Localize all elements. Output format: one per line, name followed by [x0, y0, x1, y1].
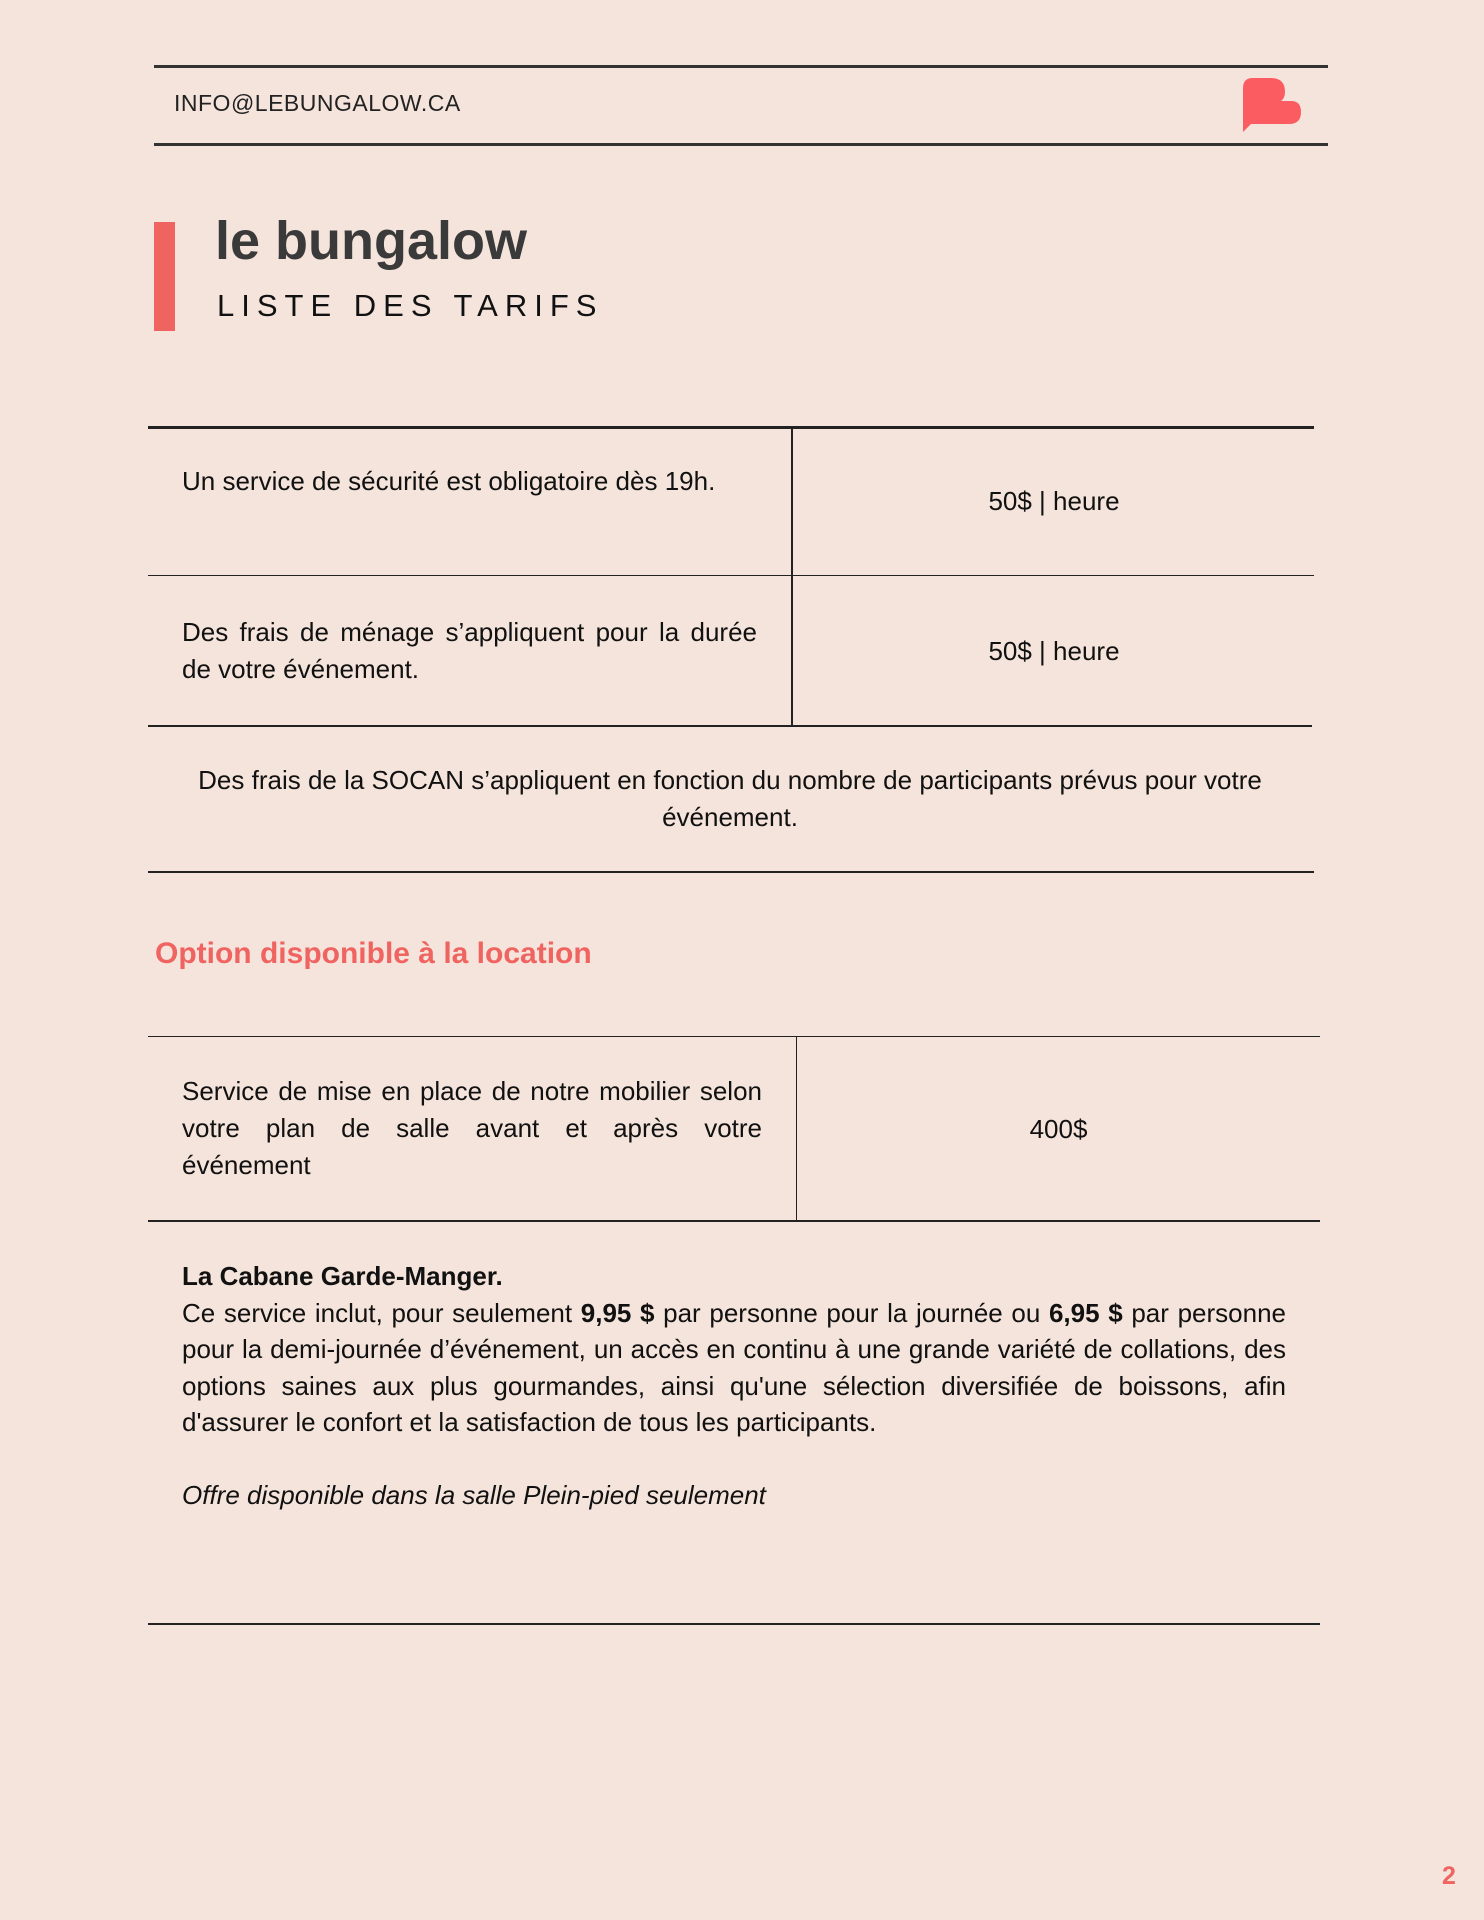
header-email[interactable]: INFO@LEBUNGALOW.CA	[174, 90, 461, 116]
table-divider	[791, 428, 793, 726]
header-bottom-rule	[154, 143, 1328, 146]
option-price: 400$	[1029, 1113, 1088, 1144]
page-subtitle: LISTE DES TARIFS	[217, 288, 604, 323]
socan-note: Des frais de la SOCAN s’appliquent en fonction du nombre de participants prévus pour votre événement.	[198, 765, 1262, 832]
page-number: 2	[1442, 1862, 1456, 1890]
title-accent-bar	[154, 222, 175, 331]
cabane-note: Offre disponible dans la salle Plein-pied seulement	[182, 1479, 766, 1510]
cabane-text: par personne pour la journée ou	[654, 1297, 1049, 1328]
table-rule	[148, 725, 1312, 727]
fee-description: Des frais de ménage s’appliquent pour la durée de votre événement.	[182, 617, 757, 684]
table-rule	[148, 1220, 1320, 1222]
cabane-text: par personne pour la demi-journée d’événement, un accès en continu à une grande variété de collations, des options saines aux plus gourmandes, ainsi qu'une sélection diversifiée de boissons, afin d'assurer le confort et la satisfaction de tous les participants.	[182, 1297, 1286, 1438]
cabane-title: La Cabane Garde-Manger.	[182, 1261, 503, 1291]
cabane-description	[182, 1295, 1286, 1441]
table-rule	[148, 1623, 1320, 1625]
cabane-text: Ce service inclut, pour seulement	[182, 1297, 581, 1328]
price-day: 9,95 $	[580, 1297, 655, 1328]
fee-price: 50$ | heure	[988, 486, 1120, 516]
header-top-rule	[154, 65, 1328, 68]
price-half-day: 6,95 $	[1048, 1297, 1123, 1328]
option-description: Service de mise en place de notre mobilier selon votre plan de salle avant et après votre événement	[182, 1076, 762, 1180]
options-heading: Option disponible à la location	[155, 937, 592, 970]
brand-title: le bungalow	[215, 211, 528, 271]
fee-description: Un service de sécurité est obligatoire dès 19h.	[182, 466, 716, 496]
fee-price: 50$ | heure	[988, 635, 1120, 666]
logo-icon	[1241, 76, 1303, 134]
table-divider	[796, 1037, 797, 1221]
cabane-block	[182, 1258, 1286, 1514]
table-rule	[148, 871, 1314, 873]
